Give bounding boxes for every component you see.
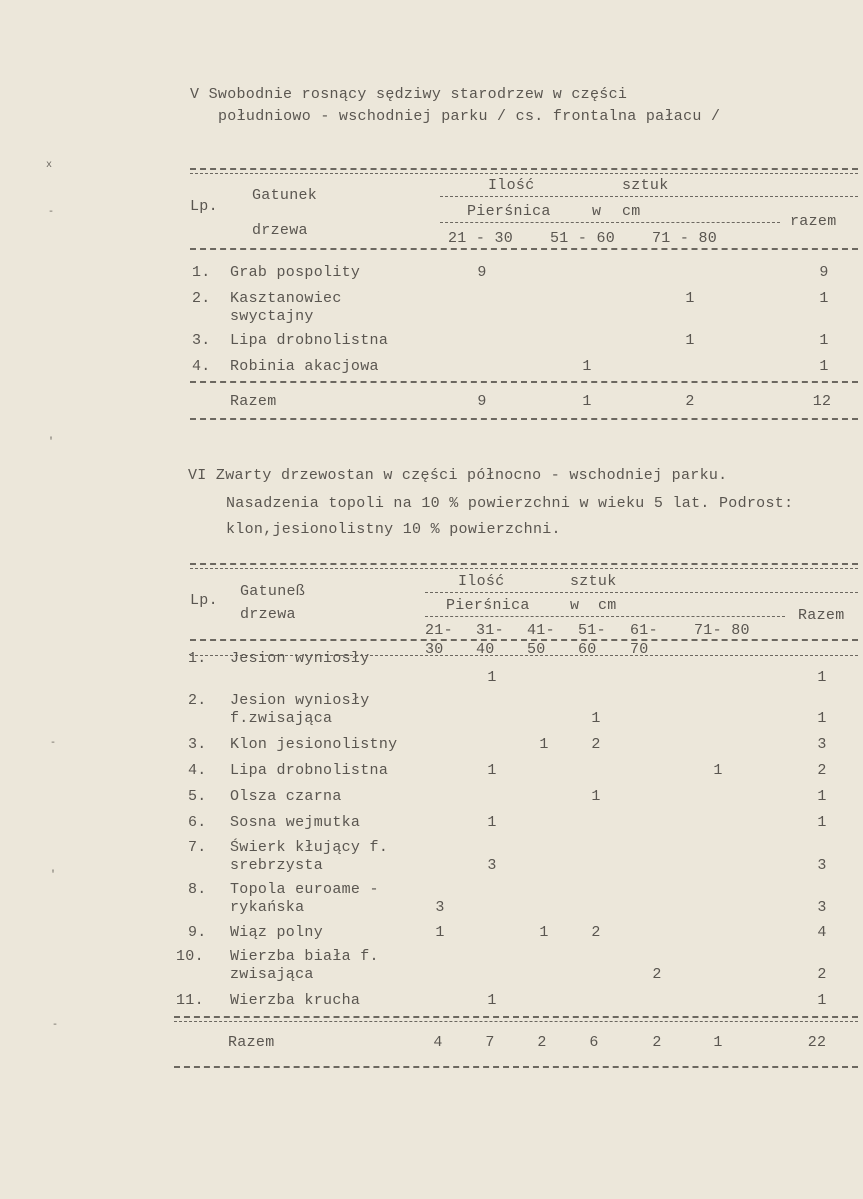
section-v-title-line1: V Swobodnie rosnący sędziwy starodrzew w części — [190, 86, 628, 103]
table-vi-col-bottom: 50 — [527, 641, 546, 658]
table-row-species-cont: rykańska — [230, 899, 305, 916]
table-vi-sum-value: 2 — [652, 1034, 662, 1051]
table-v-sum-value: 2 — [685, 393, 695, 410]
table-row-species: Kasztanowiec — [230, 290, 342, 307]
table-vi-bottom-rule — [174, 1066, 858, 1068]
table-row-number: 4. — [192, 358, 211, 375]
table-row-value: 3 — [435, 899, 445, 916]
table-vi-sum-value: 2 — [537, 1034, 547, 1051]
table-v-col-21-30: 21 - 30 — [448, 230, 514, 247]
table-row-value: 1 — [713, 762, 723, 779]
table-row-number: 5. — [188, 788, 207, 805]
table-row-species: Lipa drobnolistna — [230, 762, 389, 779]
table-row-number: 3. — [192, 332, 211, 349]
table-vi-col-top: 71- 80 — [694, 622, 750, 639]
table-vi-header-sztuk: sztuk — [570, 573, 617, 590]
table-vi-header-piersnica: Pierśnica — [446, 597, 530, 614]
table-row-value: 1 — [539, 736, 549, 753]
table-v-header-rule-2 — [440, 222, 780, 223]
table-row-number: 10. — [176, 948, 204, 965]
section-v-title-line2: południowo - wschodniej parku / cs. frontalna pałacu / — [218, 108, 721, 125]
table-row-total: 1 — [819, 290, 829, 307]
table-v-header-cm: cm — [622, 203, 641, 220]
table-row-species: Olsza czarna — [230, 788, 342, 805]
table-vi-sum-value: 4 — [433, 1034, 443, 1051]
table-vi-col-top: 21- — [425, 622, 453, 639]
margin-mark: x — [46, 160, 53, 171]
table-v-col-71-80: 71 - 80 — [652, 230, 718, 247]
table-row-total: 3 — [817, 899, 827, 916]
table-row-number: 4. — [188, 762, 207, 779]
table-v-bottom-rule — [190, 418, 858, 420]
margin-mark: - — [48, 207, 55, 218]
table-vi-col-top: 41- — [527, 622, 555, 639]
table-row-species: Wiąz polny — [230, 924, 324, 941]
table-row-total: 9 — [819, 264, 829, 281]
table-v-header-sztuk: sztuk — [622, 177, 669, 194]
table-row-total: 1 — [817, 788, 827, 805]
table-vi-sum-top-rule — [174, 1016, 858, 1018]
table-row-total: 3 — [817, 736, 827, 753]
table-row-value: 2 — [591, 924, 601, 941]
table-row-value: 1 — [487, 762, 497, 779]
table-row-number: 2. — [192, 290, 211, 307]
table-vi-header-cm: cm — [598, 597, 617, 614]
table-v-header-bottom-rule — [190, 248, 858, 250]
table-v-header-gatunek: Gatunek — [252, 187, 318, 204]
table-v-top-rule-2 — [190, 173, 858, 174]
table-row-species: Jesion wyniosły — [230, 692, 370, 709]
table-row-value: 2 — [652, 966, 662, 983]
section-vi-title-line3: klon,jesionolistny 10 % powierzchni. — [226, 521, 561, 538]
table-vi-header-bottom-rule — [190, 639, 858, 641]
table-row-value: 1 — [685, 290, 695, 307]
section-vi-title-line2: Nasadzenia topoli na 10 % powierzchni w wieku 5 lat. Podrost: — [226, 495, 794, 512]
table-vi-sum-top-rule-2 — [174, 1021, 858, 1022]
table-vi-header-gatunek: Gatuneß — [240, 583, 306, 600]
table-row-value: 1 — [487, 992, 497, 1009]
table-row-number: 11. — [176, 992, 204, 1009]
table-v-col-51-60: 51 - 60 — [550, 230, 616, 247]
table-row-species: Lipa drobnolistna — [230, 332, 389, 349]
table-vi-top-rule-2 — [190, 568, 858, 569]
table-row-species-cont: zwisająca — [230, 966, 314, 983]
table-vi-col-bottom: 30 — [425, 641, 444, 658]
table-vi-header-w: w — [570, 597, 580, 614]
table-row-value: 1 — [591, 788, 601, 805]
table-row-total: 3 — [817, 857, 827, 874]
table-row-number: 3. — [188, 736, 207, 753]
margin-mark: - — [50, 738, 57, 749]
table-vi-col-top: 61- — [630, 622, 658, 639]
table-row-value: 2 — [591, 736, 601, 753]
table-v-sum-top-rule — [190, 381, 858, 383]
margin-mark: ' — [48, 437, 55, 448]
table-row-species-cont: f.zwisająca — [230, 710, 333, 727]
table-vi-sum-value: 6 — [589, 1034, 599, 1051]
table-row-species: Jesion wyniosły — [230, 650, 370, 667]
table-row-value: 1 — [435, 924, 445, 941]
table-row-species: Świerk kłujący f. — [230, 839, 389, 856]
table-row-species: Klon jesionolistny — [230, 736, 398, 753]
table-row-species: Topola euroame - — [230, 881, 379, 898]
table-v-header-w: w — [592, 203, 602, 220]
table-vi-header-drzewa: drzewa — [240, 606, 296, 623]
table-vi-header-rule-1 — [425, 592, 858, 593]
table-row-value: 1 — [539, 924, 549, 941]
table-v-header-razem: razem — [790, 213, 837, 230]
table-v-header-ilosc: Ilość — [488, 177, 535, 194]
table-row-number: 7. — [188, 839, 207, 856]
table-row-total: 1 — [817, 669, 827, 686]
table-vi-header-ilosc: Ilość — [458, 573, 505, 590]
table-row-total: 2 — [817, 762, 827, 779]
table-vi-col-bottom: 70 — [630, 641, 649, 658]
table-row-number: 9. — [188, 924, 207, 941]
table-row-value: 1 — [487, 814, 497, 831]
table-row-number: 6. — [188, 814, 207, 831]
table-v-sum-value: 9 — [477, 393, 487, 410]
table-row-species: Grab pospolity — [230, 264, 361, 281]
table-row-number: 8. — [188, 881, 207, 898]
table-v-header-drzewa: drzewa — [252, 222, 308, 239]
table-row-value: 1 — [487, 669, 497, 686]
table-row-species-cont: srebrzysta — [230, 857, 324, 874]
table-row-total: 1 — [817, 710, 827, 727]
margin-mark: ' — [50, 870, 57, 881]
table-vi-header-razem: Razem — [798, 607, 845, 624]
table-row-value: 1 — [582, 358, 592, 375]
table-vi-col-bottom: 40 — [476, 641, 495, 658]
table-vi-sum-label: Razem — [228, 1034, 275, 1051]
table-row-species: Wierzba krucha — [230, 992, 361, 1009]
table-vi-col-bottom: 60 — [578, 641, 597, 658]
table-vi-header-lp: Lp. — [190, 592, 218, 609]
table-v-header-piersnica: Pierśnica — [467, 203, 551, 220]
table-row-total: 1 — [817, 992, 827, 1009]
table-v-sum-total: 12 — [812, 393, 832, 410]
table-row-number: 1. — [188, 650, 207, 667]
table-row-total: 1 — [819, 358, 829, 375]
table-row-value: 9 — [477, 264, 487, 281]
section-vi-title-line1: VI Zwarty drzewostan w części północno - wschodniej parku. — [188, 467, 728, 484]
table-row-species: Wierzba biała f. — [230, 948, 379, 965]
table-vi-col-top: 51- — [578, 622, 606, 639]
table-row-species: Sosna wejmutka — [230, 814, 361, 831]
table-row-number: 2. — [188, 692, 207, 709]
table-row-value: 1 — [685, 332, 695, 349]
table-row-value: 3 — [487, 857, 497, 874]
table-vi-sum-value: 1 — [713, 1034, 723, 1051]
table-vi-col-top: 31- — [476, 622, 504, 639]
table-vi-header-rule-2 — [425, 616, 785, 617]
table-row-total: 4 — [817, 924, 827, 941]
table-v-sum-label: Razem — [230, 393, 277, 410]
table-v-header-lp: Lp. — [190, 198, 218, 215]
table-row-total: 1 — [819, 332, 829, 349]
table-v-top-rule — [190, 168, 858, 170]
table-v-sum-value: 1 — [582, 393, 592, 410]
table-row-total: 2 — [817, 966, 827, 983]
table-row-total: 1 — [817, 814, 827, 831]
table-vi-top-rule — [190, 563, 858, 565]
table-vi-sum-value: 7 — [485, 1034, 495, 1051]
table-v-header-rule-1 — [440, 196, 858, 197]
margin-mark: - — [52, 1020, 59, 1031]
table-row-number: 1. — [192, 264, 211, 281]
table-row-species-cont: swyctajny — [230, 308, 314, 325]
table-row-species: Robinia akacjowa — [230, 358, 379, 375]
table-vi-sum-total: 22 — [807, 1034, 827, 1051]
table-row-value: 1 — [591, 710, 601, 727]
